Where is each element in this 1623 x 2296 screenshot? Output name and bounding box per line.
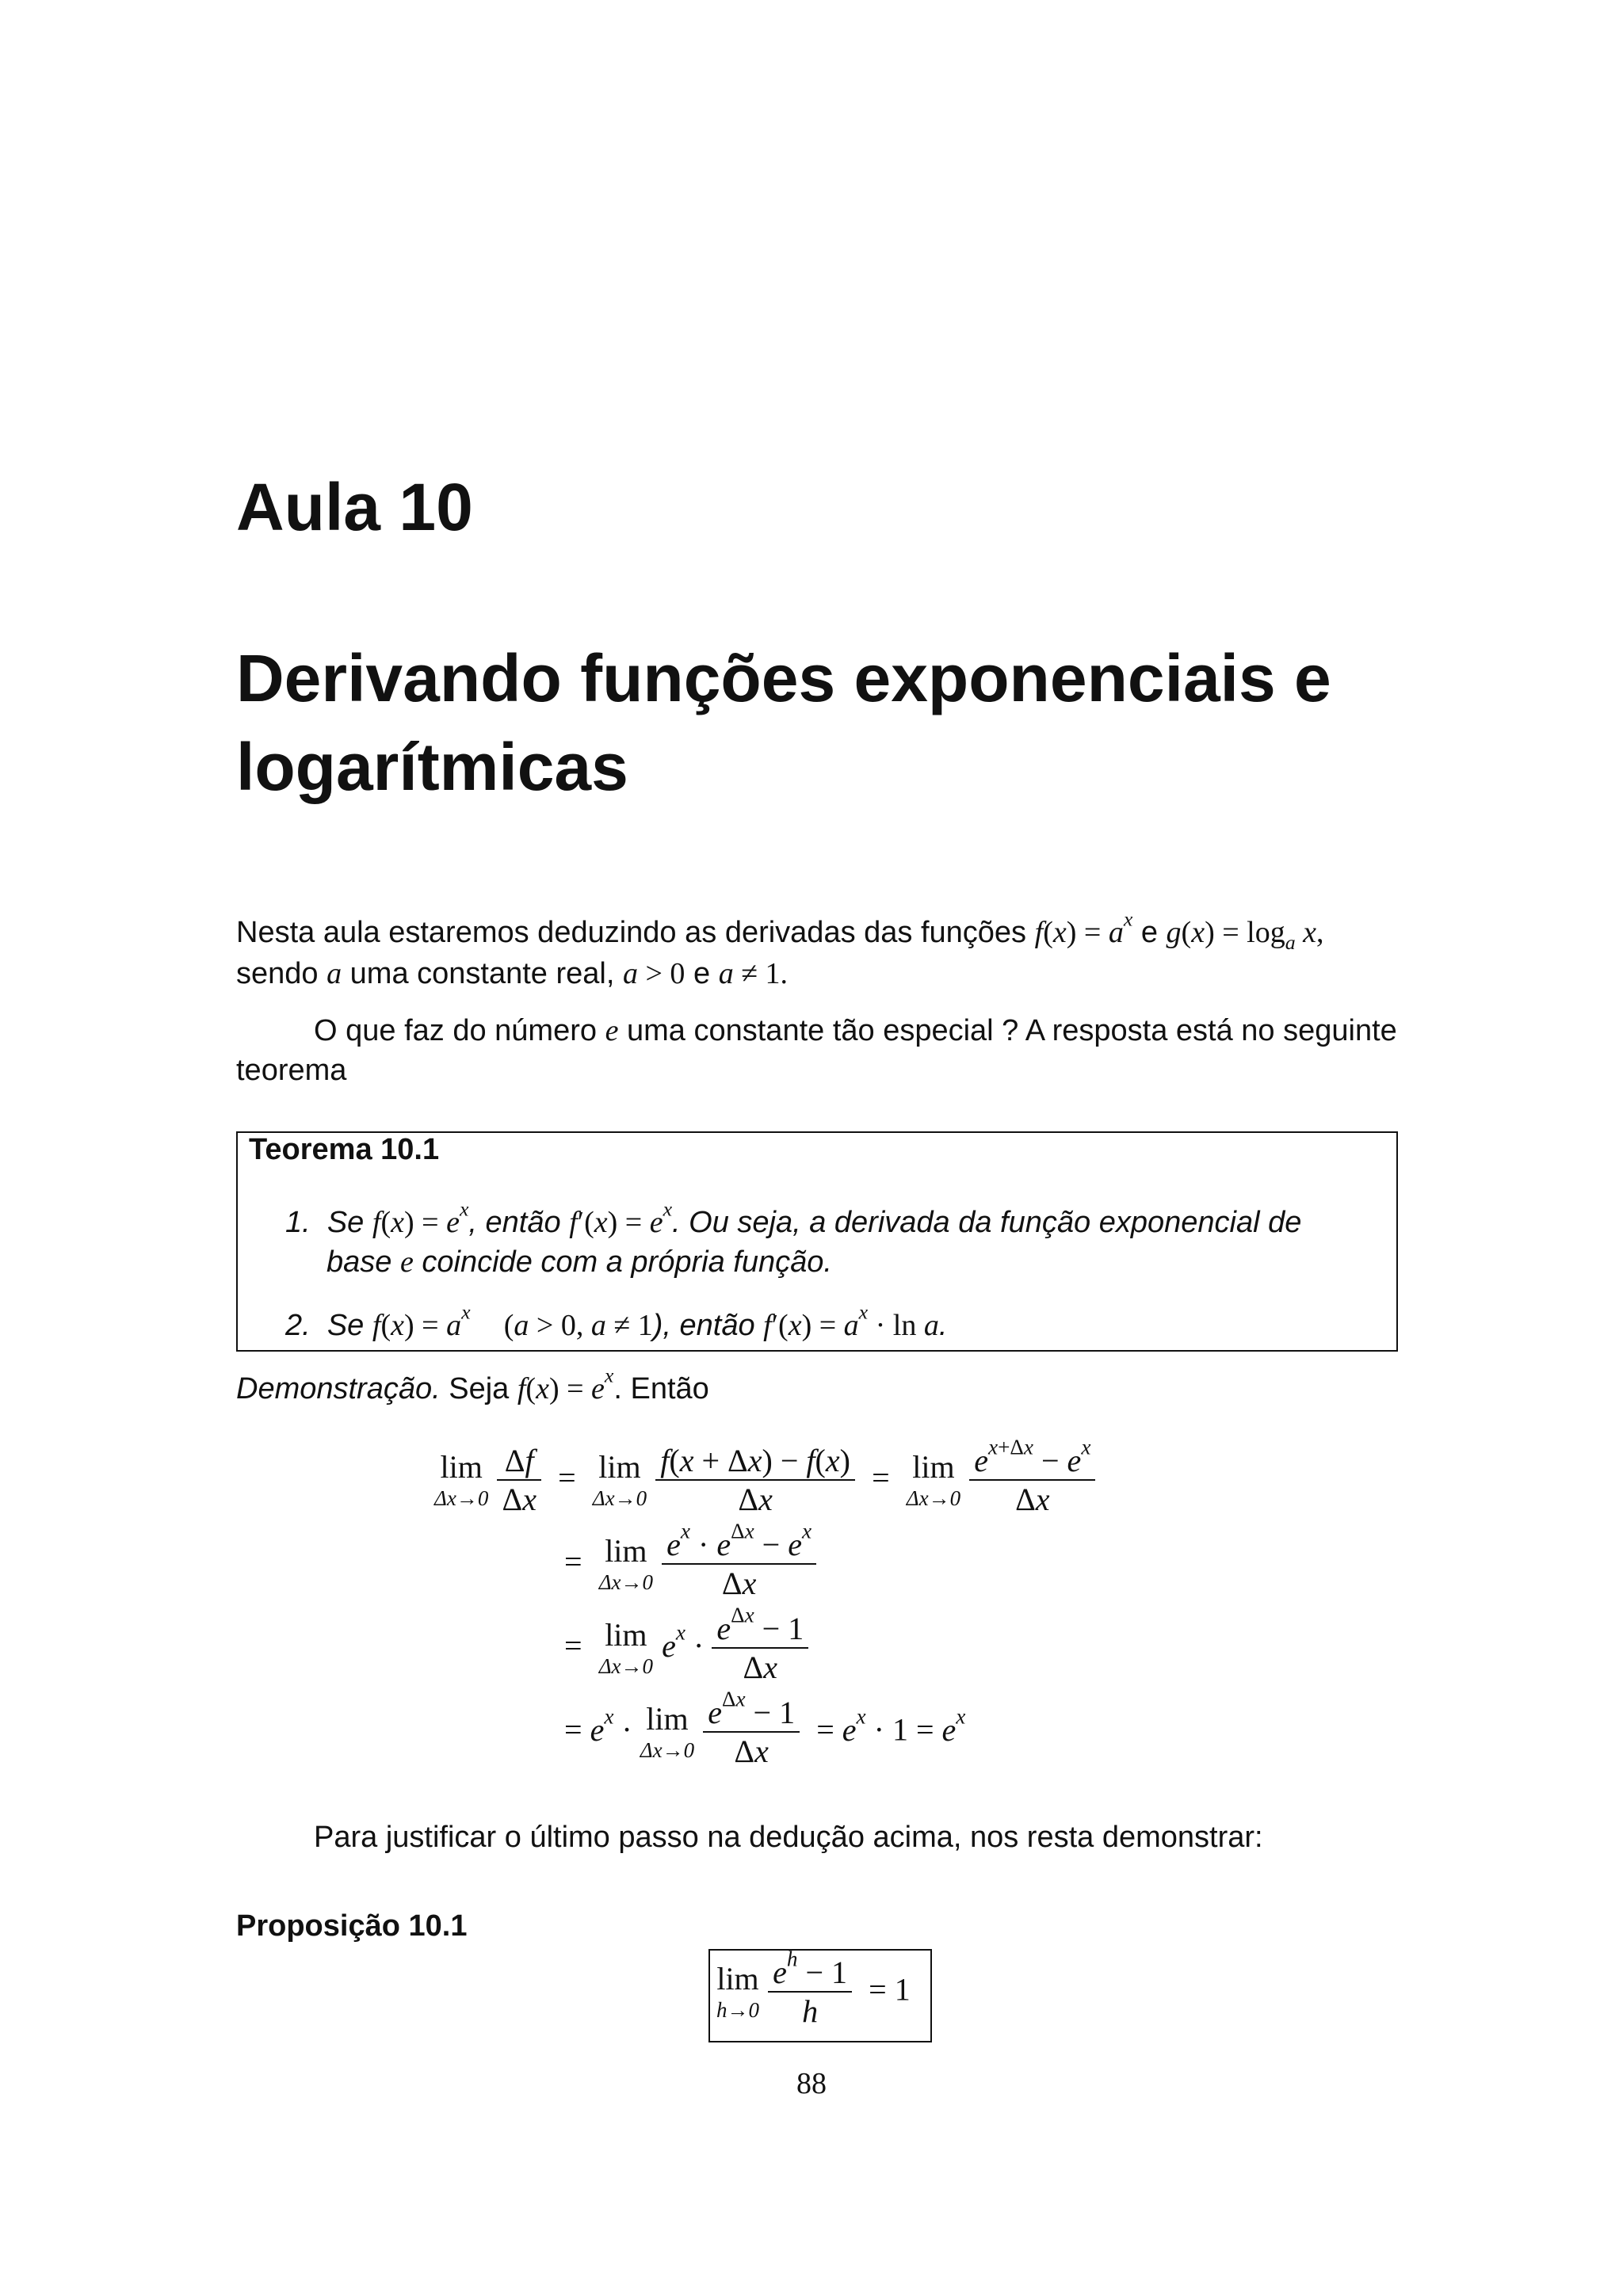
page-number: 88 <box>796 2067 827 2100</box>
equation-line-4: = $e^x$ · lim Δx→0 $\frac{e^{\Delta x} - 1}{\Delta x}$ = $e^x \cdot 1 = e^x$ <box>564 1687 966 1769</box>
after-derivation-text: Para justificar o último passo na dedução acima, nos resta demonstrar: <box>314 1821 1263 1854</box>
theorem-title: Teorema 10.1 <box>249 1133 440 1166</box>
theorem-item-1-line-1: 1. Se $f(x) = e^x$, então $f'(x) = e^x$. Ou seja, a derivada da função exponencial de <box>285 1197 1302 1239</box>
equation-line-1: lim Δx→0 $\frac{\Delta f}{\Delta x}$ = lim Δx→0 $\frac{f(x + \Delta x) - f(x)}{\Delta x}$ = lim Δx→0 $\frac{e^{x+\Delta x} - e^x}{\Delta x}$ <box>434 1442 1095 1518</box>
item-number: 1. <box>285 1206 311 1239</box>
intro-text: Nesta aula estaremos deduzindo as derivadas das funções <box>236 916 1027 949</box>
intro-text: sendo <box>236 957 319 990</box>
proof-label: Demonstração. <box>236 1372 441 1405</box>
intro-paragraph-2-line-1: O que faz do número e uma constante tão especial ? A resposta está no seguinte <box>314 1014 1397 1047</box>
theorem-text: coincide com a própria função. <box>422 1245 832 1279</box>
intro-text: e <box>693 957 711 990</box>
intro-text: uma constante tão especial ? A resposta está no seguinte <box>627 1014 1397 1047</box>
theorem-text: Se <box>327 1309 365 1342</box>
theorem-item-2: 2. Se $f(x) = a^x$ (a > 0, a ≠ 1), então $f'(x) = a^x \cdot \ln a$. <box>285 1300 948 1342</box>
chapter-heading: Aula 10 <box>236 470 473 544</box>
theorem-text: base <box>327 1245 392 1279</box>
chapter-title-line-2: logarítmicas <box>236 730 628 804</box>
theorem-text: . Ou seja, a derivada da função exponencial de <box>672 1206 1302 1239</box>
chapter-title-line-1: Derivando funções exponenciais e <box>236 641 1331 715</box>
theorem-text: ), então <box>652 1309 755 1342</box>
proposition-formula: lim h→0 $\frac{e^h - 1}{h}$ = 1 <box>716 1947 911 2029</box>
intro-text: e <box>1140 916 1158 949</box>
intro-text: O que faz do número <box>314 1014 597 1047</box>
intro-paragraph-line-2: sendo a uma constante real, a > 0 e a ≠ 1. <box>236 957 789 990</box>
item-number: 2. <box>285 1309 311 1342</box>
intro-text: teorema <box>236 1054 347 1087</box>
equation-line-2: = lim Δx→0 $\frac{e^x \cdot e^{\Delta x} - e^x}{\Delta x}$ <box>564 1526 816 1602</box>
theorem-item-1-line-2: base e coincide com a própria função. <box>327 1245 832 1279</box>
intro-paragraph-2-line-2 <box>236 1051 346 1090</box>
theorem-text: Se <box>327 1206 365 1239</box>
intro-paragraph-line-1: Nesta aula estaremos deduzindo as derivadas das funções $f(x) = a^x$ e $g(x) = \log_a x$, <box>236 907 1324 955</box>
equation-line-3: = lim Δx→0 $e^x$ · $\frac{e^{\Delta x} - 1}{\Delta x}$ <box>564 1610 808 1686</box>
proof-text: Seja <box>449 1372 510 1405</box>
theorem-text: , então <box>468 1206 561 1239</box>
proposition-title: Proposição 10.1 <box>236 1909 468 1943</box>
theorem-text: . <box>938 1309 948 1342</box>
chapter-title <box>236 634 1425 811</box>
proof-text: . Então <box>613 1372 709 1405</box>
proof-intro: Demonstração. Seja $f(x) = e^x$. Então <box>236 1363 709 1405</box>
intro-text: uma constante real, <box>349 957 615 990</box>
